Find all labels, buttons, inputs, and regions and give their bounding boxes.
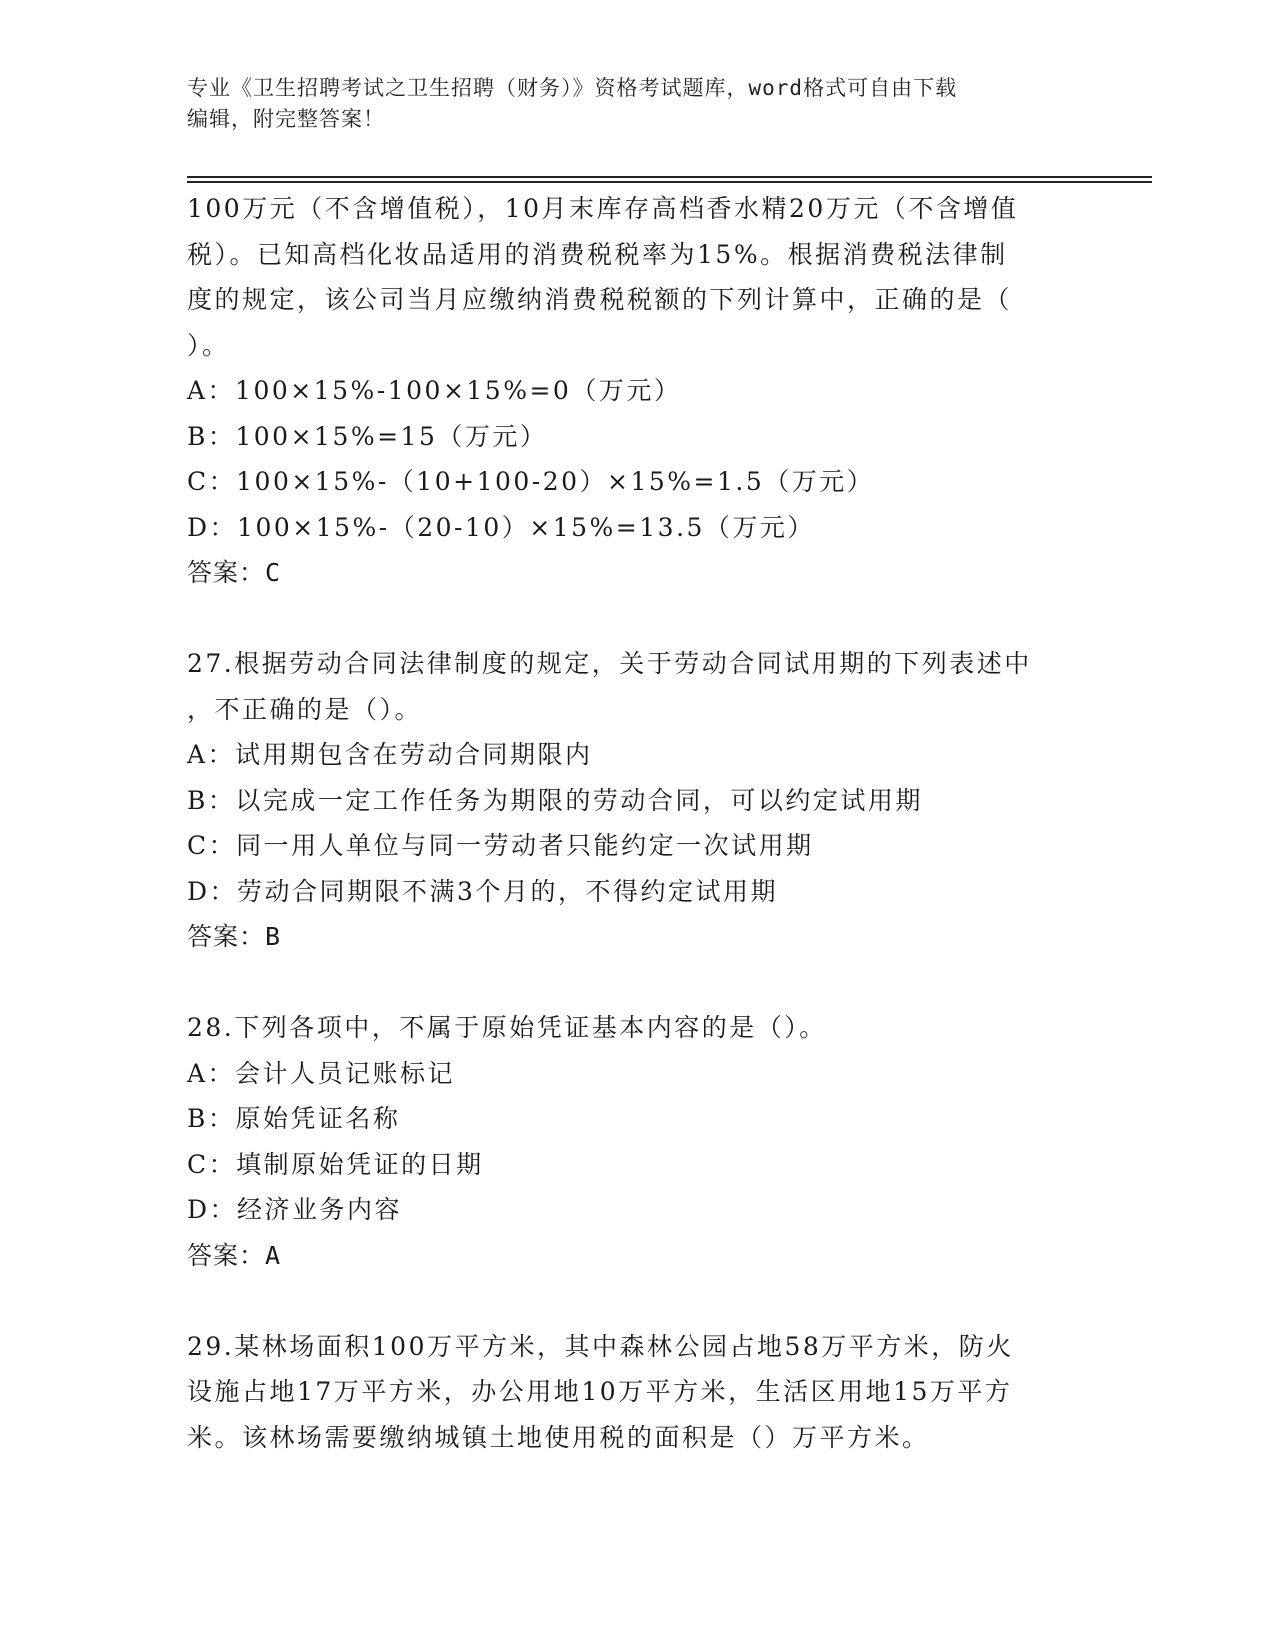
question-text-line: 28.下列各项中，不属于原始凭证基本内容的是（）。 <box>187 1013 827 1042</box>
question-text-line: ）。 <box>187 330 230 360</box>
answer-line: 答案：A <box>187 1240 282 1270</box>
question-29 <box>187 1324 1087 1461</box>
question-text-line: 29.某林场面积100万平方米，其中森林公园占地58万平方米，防火 <box>187 1331 1014 1361</box>
question-text-line: 税）。已知高档化妆品适用的消费税税率为15%。根据消费税法律制 <box>187 239 1008 269</box>
spacer <box>187 960 1087 1006</box>
header-line-2: 编辑，附完整答案！ <box>187 107 385 131</box>
question-list <box>187 186 1087 1460</box>
question-27 <box>187 641 1087 960</box>
question-text-line: 设施占地17万平方米，办公用地10万平方米，生活区用地15万平方 <box>187 1377 1013 1406</box>
question-26 <box>187 186 1087 596</box>
option-d: D：劳动合同期限不满3个月的，不得约定试用期 <box>187 876 778 906</box>
option-b: B：以完成一定工作任务为期限的劳动合同，可以约定试用期 <box>187 785 923 815</box>
option-c: C：填制原始凭证的日期 <box>187 1149 484 1179</box>
option-c: C：100×15%-（10+100-20）×15%=1.5（万元） <box>187 467 875 496</box>
question-text-line: 米。该林场需要缴纳城镇土地使用税的面积是（）万平方米。 <box>187 1422 930 1452</box>
spacer <box>187 1278 1087 1324</box>
option-a: A：100×15%-100×15%=0（万元） <box>187 376 682 405</box>
question-28 <box>187 1005 1087 1278</box>
answer-line: 答案：C <box>187 558 282 587</box>
option-d: D：100×15%-（20-10）×15%=13.5（万元） <box>187 512 815 542</box>
header-divider-top <box>187 176 1152 178</box>
option-b: B：原始凭证名称 <box>187 1104 401 1133</box>
question-text-line: 100万元（不含增值税），10月末库存高档香水精20万元（不含增值 <box>187 194 1019 223</box>
option-d: D：经济业务内容 <box>187 1195 403 1224</box>
header-line-1: 专业《卫生招聘考试之卫生招聘（财务）》资格考试题库，word格式可自由下载 <box>187 76 958 100</box>
question-text-line: 度的规定，该公司当月应缴纳消费税税额的下列计算中，正确的是（ <box>187 285 1013 314</box>
option-c: C：同一用人单位与同一劳动者只能约定一次试用期 <box>187 831 814 860</box>
option-b: B：100×15%=15（万元） <box>187 421 548 451</box>
spacer <box>187 596 1087 642</box>
answer-line: 答案：B <box>187 922 282 951</box>
option-a: A：会计人员记账标记 <box>187 1058 456 1088</box>
header-divider-bottom <box>187 181 1152 183</box>
question-text-line: 27.根据劳动合同法律制度的规定，关于劳动合同试用期的下列表述中 <box>187 649 1032 678</box>
option-a: A：试用期包含在劳动合同期限内 <box>187 740 593 769</box>
question-text-line: ，不正确的是（）。 <box>187 694 423 724</box>
document-header <box>187 73 1087 135</box>
